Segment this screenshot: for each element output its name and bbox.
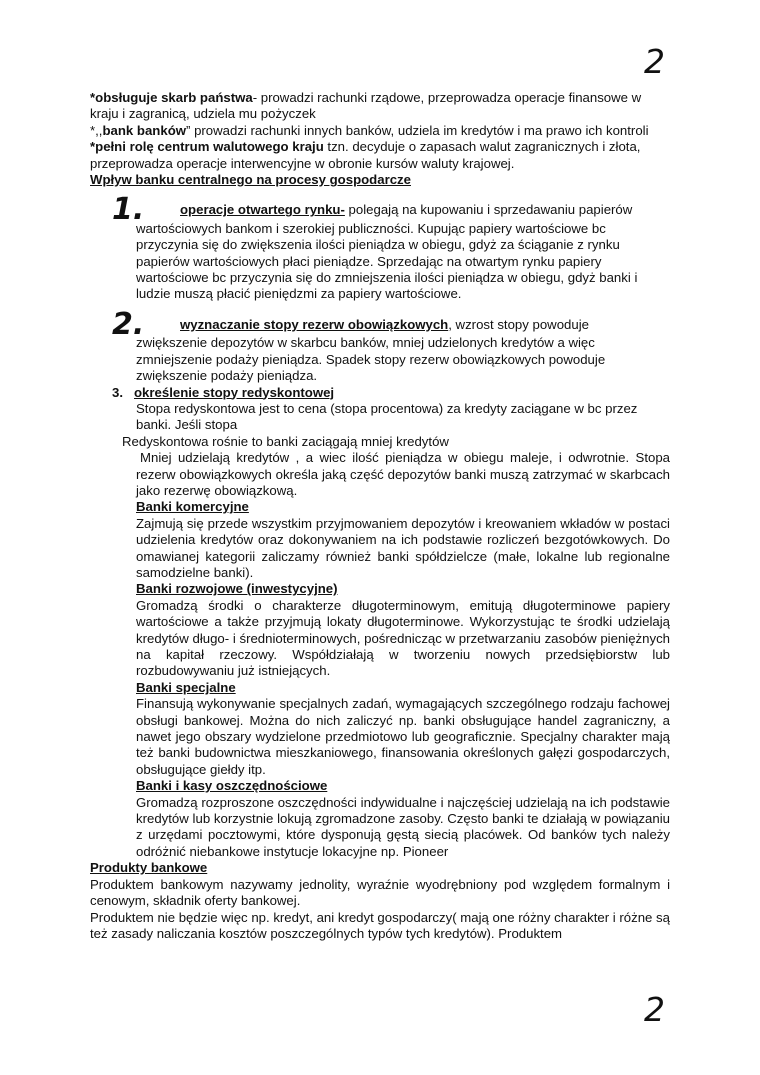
bank-rozwojowe-title: Banki rozwojowe (inwestycyjne) <box>136 581 338 597</box>
item-3-body-1: Stopa redyskontowa jest to cena (stopa procentowa) za kredyty zaciągane w bc przez banki. Jeśli stopa <box>136 400 638 433</box>
products-paragraph-1: Produktem bankowym nazywamy jednolity, wyraźnie wyodrębniony pod względem formalnym i cenowym, składnik oferty bankowej. <box>90 876 670 909</box>
item-3-body-2: Redyskontowa rośnie to banki zaciągają mniej kredytów <box>122 433 449 449</box>
item-1-heading <box>90 202 670 218</box>
bank-komercyjne-text: Zajmują się przede wszystkim przyjmowaniem depozytów i kreowaniem wkładów w postaci udzielenia kredytów oraz dokonywaniem na ich podstawie rozliczeń bezgotówkowych. Do omawianej kategorii zaliczamy również banki spółdzielcze (małe, lokalne lub regionalne samodzielne banki). <box>136 515 670 580</box>
item-3-body-3: Mniej udzielają kredytów , a wiec ilość pieniądza w obiegu maleje, i odwrotnie. Stopa rezerw obowiązkowych określa jaką część depozytów banki muszą zatrzymać w skarbcach jako rezerwę obowiązkową. <box>136 450 670 498</box>
bank-rozwojowe-text: Gromadzą środki o charakterze długoterminowym, emitują długoterminowe papiery wartościowe a także przyjmują lokaty długoterminowe. Wykorzystując te środki udzielają kredytów długo- i średnioterminowych, pośrednicząc w przetwarzaniu zasobów pieniężnych na kapitał rzeczowy. Współdziałają w tworzeniu nowych przedsiębiorstw lub rozbudowywaniu już istniejących. <box>136 597 670 679</box>
item-1-body: wartościowych bankom i szerokiej publiczności. Kupując papiery wartościowe bc przyczynia się do zwiększenia ilości pieniądza w obiegu, gdyż za ściąganie z rynku papierów wartościowych płaci pieniądze. Sprzedając na otwartym rynku papiery wartościowe bc przyczynia się do zmniejszenia ilości pieniądza w obiegu, gdyż banki i ludzie muszą płacić pieniędzmi za papiery wartościowe. <box>136 220 638 302</box>
intro-walut-paragraph <box>90 139 670 172</box>
intro-skarb-text: - prowadzi rachunki rządowe, przeprowadza operacje finansowe w kraju i zagranicą, udziela mu pożyczek <box>90 90 642 122</box>
page-number-bottom: 2 <box>644 990 665 1029</box>
item-3-heading <box>90 385 670 401</box>
page-number-top: 2 <box>644 42 665 81</box>
document-body <box>90 90 670 942</box>
intro-bank-prefix: *,, <box>90 122 103 138</box>
item-2-title: wyznaczanie stopy rezerw obowiązkowych <box>180 316 449 332</box>
products-paragraph-2: Produktem nie będzie więc np. kredyt, ani kredyt gospodarczy( mają one różny charakter i różne są też zasady naliczania kosztów poszczególnych typów tych kredytów). Produktem <box>90 909 670 941</box>
bank-specjalne-text: Finansują wykonywanie specjalnych zadań, wymagających szczególnego rodzaju fachowej obsługi bankowej. Można do nich zaliczyć np. banki obsługujące handel zagraniczny, a nawet jego obszary wydzielone przedmiotowo lub geograficznie. Specjalny charakter mają też banki budownictwa mieszkaniowego, finansowania określonych gałęzi gospodarczych, obsługujące giełdy itp. <box>136 696 670 777</box>
item-2-number: 2. <box>112 306 145 342</box>
bank-oszczednosciowe-text: Gromadzą rozproszone oszczędności indywidualne i najczęściej udzielają na ich podstawie kredytów lub korzystnie lokują zgromadzone zasoby. Często banki te działają w powiązaniu z urzędami pocztowymi, które dysponują gęstą siecią placówek. Od banków tych należy odróżnić niebankowe instytucje lokacyjne np. Pioneer <box>136 794 670 859</box>
bank-oszczednosciowe-title: Banki i kasy oszczędnościowe <box>136 778 328 794</box>
products-heading: Produkty bankowe <box>90 860 208 876</box>
item-2-heading <box>90 317 670 333</box>
item-1-title: operacje otwartego rynku- <box>180 202 345 218</box>
bank-komercyjne-title: Banki komercyjne <box>136 499 249 515</box>
item-2 <box>90 306 670 385</box>
item-3-number: 3. <box>112 384 123 400</box>
intro-bank-bold: bank banków <box>102 122 187 138</box>
item-2-lead: , wzrost stopy powoduje <box>448 316 589 332</box>
bank-specjalne-title: Banki specjalne <box>136 679 236 695</box>
intro-skarb-bold: *obsługuje skarb państwa <box>90 90 253 105</box>
intro-walut-bold: *pełni rolę centrum walutowego kraju <box>90 139 324 155</box>
section-heading: Wpływ banku centralnego na procesy gospodarcze <box>90 172 411 188</box>
intro-bank-text: ” prowadzi rachunki innych banków, udziela im kredytów i ma prawo ich kontroli <box>186 122 649 138</box>
item-3-title: określenie stopy redyskontowej <box>134 384 335 400</box>
item-1 <box>90 192 670 302</box>
item-1-number: 1. <box>112 192 145 228</box>
intro-skarb-paragraph <box>90 90 670 123</box>
item-1-lead: polegają na kupowaniu i sprzedawaniu papierów <box>344 202 633 218</box>
intro-walut-text: tzn. decyduje o zapasach walut zagranicznych i złota, przeprowadza operacje interwencyjne w obronie kursów waluty krajowej. <box>90 139 641 171</box>
intro-bank-paragraph <box>90 123 670 139</box>
item-2-body: zwiększenie depozytów w skarbcu banków, mniej udzielonych kredytów a więc zmniejszenie podaży pieniądza. Spadek stopy rezerw obowiązkowych powoduje zwiększenie podaży pieniądza. <box>136 335 606 384</box>
